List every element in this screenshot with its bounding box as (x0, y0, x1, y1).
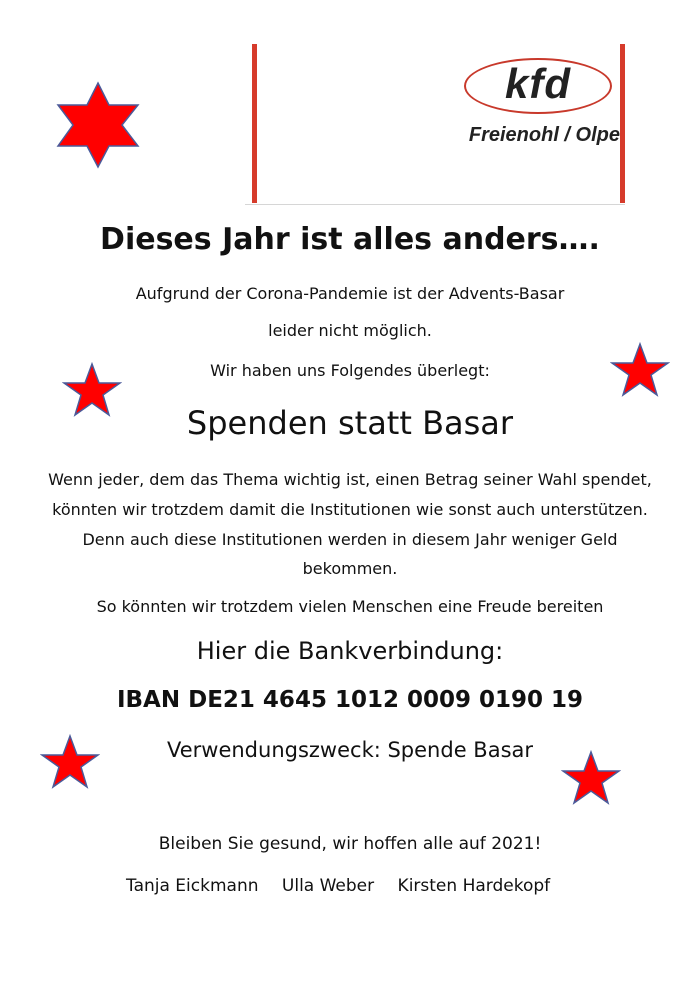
intro-line-3: Wir haben uns Folgendes überlegt: (210, 361, 490, 380)
closing-text: Bleiben Sie gesund, wir hoffen alle auf 2021! (158, 834, 542, 854)
signature-name: Ulla Weber (281, 876, 375, 896)
subheadline: Spenden statt Basar (186, 404, 514, 442)
body-line-1: Wenn jeder, dem das Thema wichtig ist, einen Betrag seiner Wahl spendet, (48, 470, 652, 489)
signatures (126, 876, 586, 896)
intro-line-2: leider nicht möglich. (268, 321, 432, 340)
bank-heading: Hier die Bankverbindung: (196, 637, 504, 665)
body-line-5: So könnten wir trotzdem vielen Menschen eine Freude bereiten (96, 597, 604, 616)
signature-name: Tanja Eickmann (126, 876, 259, 896)
signature-name: Kirsten Hardekopf (397, 876, 551, 896)
six-point-star-icon (52, 80, 144, 170)
iban: IBAN DE21 4645 1012 0009 0190 19 (116, 687, 584, 713)
kfd-logo (245, 44, 625, 205)
logo-bar-right (620, 44, 625, 203)
logo-bar-left (252, 44, 257, 203)
body-line-2: könnten wir trotzdem damit die Institutionen wie sonst auch unterstützen. (52, 500, 648, 519)
intro-line-1: Aufgrund der Corona-Pandemie ist der Advents-Basar (135, 284, 565, 303)
logo-brand: kfd (505, 60, 571, 107)
kfd-oval (464, 58, 612, 114)
logo-subtitle: Freienohl / Olpe (468, 124, 620, 146)
payment-purpose: Verwendungszweck: Spende Basar (166, 738, 534, 762)
body-line-3: Denn auch diese Institutionen werden in diesem Jahr weniger Geld (82, 530, 618, 549)
body-line-4: bekommen. (302, 559, 398, 578)
headline: Dieses Jahr ist alles anders…. (100, 222, 600, 257)
